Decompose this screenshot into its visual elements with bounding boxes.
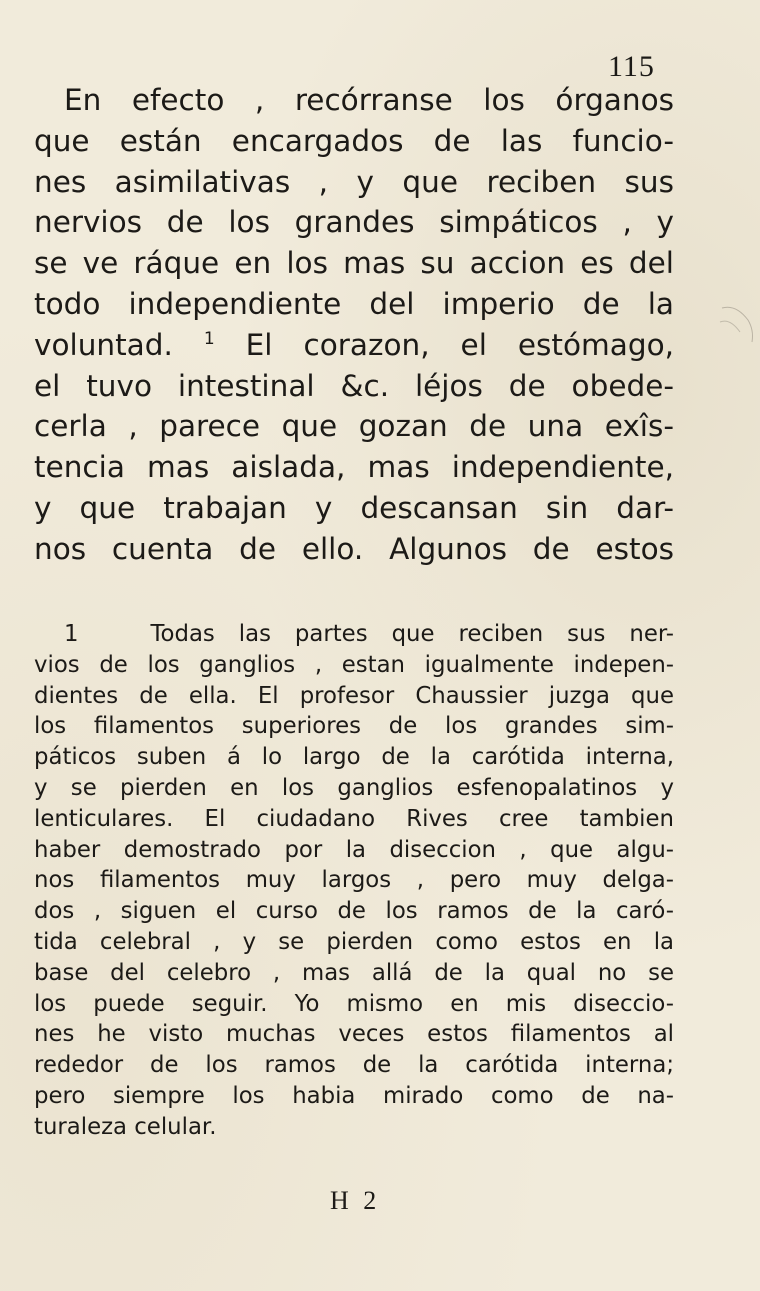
page-number: 115 <box>608 50 655 83</box>
text-line: En efecto , recórranse los órganos <box>64 83 674 117</box>
text-line: y que trabajan y descansan sin dar- <box>34 490 674 525</box>
text-line: nes asimilativas , y que reciben sus <box>34 164 674 199</box>
footnote-line: vios de los ganglios , estan igualmente indepen- <box>34 651 674 678</box>
text-line: el tuvo intestinal &c. léjos de obede- <box>34 368 674 403</box>
footnote <box>34 619 674 1143</box>
footnote-line: turaleza celular. <box>34 1113 217 1140</box>
footnote-marker: 1 <box>64 621 79 647</box>
paper-stain-icon <box>718 302 758 348</box>
footnote-line: dos , siguen el curso de los ramos de la caró- <box>34 898 674 925</box>
text-segment: Todas las partes que reciben sus ner- <box>150 621 674 647</box>
footnote-line: base del celebro , mas allá de la qual no se <box>34 959 674 986</box>
footnote-line: los filamentos superiores de los grandes sim- <box>34 713 674 740</box>
text-line-with-footnote-ref <box>34 325 674 366</box>
footnote-line: y se pierden en los ganglios esfenopalatinos y <box>34 774 674 801</box>
footnote-line: pero siempre los habia mirado como de na- <box>34 1082 674 1109</box>
text-line: nos cuenta de ello. Algunos de estos <box>34 531 674 566</box>
text-line: que están encargados de las funcio- <box>34 123 674 158</box>
footnote-line: rededor de los ramos de la carótida interna; <box>34 1052 674 1079</box>
text-line: todo independiente del imperio de la <box>34 286 674 321</box>
footnote-line: tida celebral , y se pierden como estos en la <box>34 928 674 955</box>
footnote-reference: 1 <box>203 328 215 349</box>
footnote-line: nos filamentos muy largos , pero muy delga- <box>34 867 674 894</box>
text-segment: El corazon, el estómago, <box>245 327 674 362</box>
main-paragraph <box>34 80 674 570</box>
footnote-line: haber demostrado por la diseccion , que algu- <box>34 836 674 863</box>
text-segment: voluntad. <box>34 327 173 362</box>
footnote-line: nes he visto muchas veces estos filamentos al <box>34 1021 674 1048</box>
footnote-line-with-marker <box>34 619 674 650</box>
text-line: se ve ráque en los mas su accion es del <box>34 246 674 281</box>
footnote-line: los puede seguir. Yo mismo en mis diseccio- <box>34 990 674 1017</box>
footnote-line: páticos suben á lo largo de la carótida interna, <box>34 744 674 771</box>
text-line: cerla , parece que gozan de una exîs- <box>34 409 674 444</box>
text-line: tencia mas aislada, mas independiente, <box>34 450 674 485</box>
footnote-line: lenticulares. El ciudadano Rives cree tambien <box>34 805 674 832</box>
footnote-line: dientes de ella. El profesor Chaussier juzga que <box>34 682 674 709</box>
printer-signature: H 2 <box>330 1186 381 1215</box>
text-line: nervios de los grandes simpáticos , y <box>34 205 674 240</box>
